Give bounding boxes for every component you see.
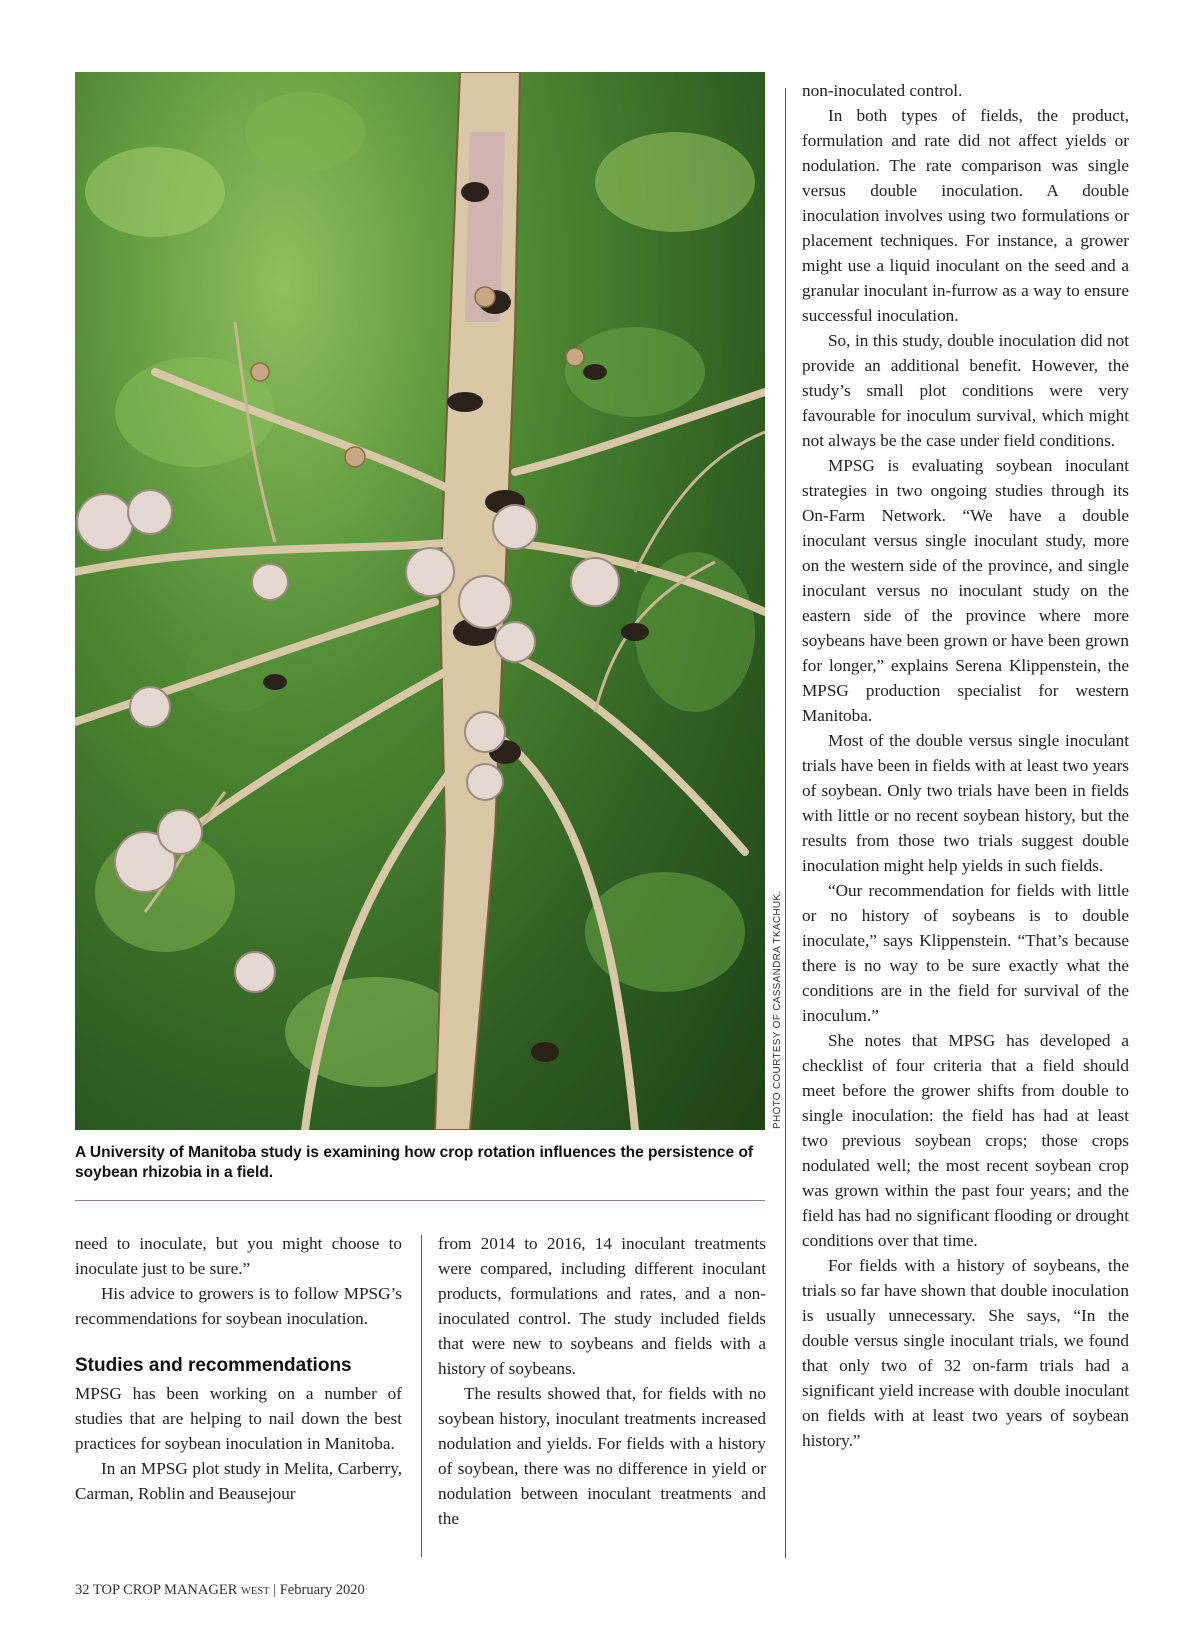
paragraph: In both types of fields, the product, formulation and rate did not affect yields or nodulation. The rate comparison was single versus double inoculation. A double inoculation involves using two formulations or placement techniques. For instance, a grower might use a liquid inoculant on the seed and a granular inoculant in-furrow as a way to ensure successful inoculation. [802,106,1129,325]
article-column-1 [75,1231,402,1506]
paragraph: MPSG has been working on a number of studies that are helping to nail down the best practices for soybean inoculation in Manitoba. [75,1384,402,1453]
paragraph: She notes that MPSG has developed a checklist of four criteria that a field should meet before the grower shifts from double to single inoculation: the field has had at least two previous soybean crops; those crops nodulated well; the most recent soybean crop was grown within the past four years; and the field has had no significant flooding or drought conditions over that time. [802,1031,1129,1250]
article-column-3 [802,78,1129,1453]
page-number: 32 [75,1582,90,1598]
photo-credit: PHOTO COURTESY OF CASSANDRA TKACHUK. [772,890,783,1129]
photo-caption: A University of Manitoba study is examining how crop rotation influences the persistence of soybean rhizobia in a field. [75,1144,754,1181]
paragraph: need to inoculate, but you might choose to inoculate just to be sure.” [75,1234,402,1278]
soybean-root-photo [75,72,765,1130]
paragraph: His advice to growers is to follow MPSG’s recommendations for soybean inoculation. [75,1284,402,1328]
magazine-name: TOP CROP MANAGER [92,1582,238,1598]
issue-date: February 2020 [279,1582,365,1598]
article-column-2 [438,1231,766,1531]
paragraph: For fields with a history of soybeans, the trials so far have shown that double inoculation is usually unnecessary. She says, “In the double versus single inoculant trials, we found that only two of 32 on-farm trials had a significant yield increase with double inoculant on fields with at least two years of soybean history.” [802,1256,1129,1450]
paragraph: In an MPSG plot study in Melita, Carberry, Carman, Roblin and Beausejour [75,1459,402,1503]
column-divider [421,1235,422,1557]
footer-separator: | [273,1582,277,1598]
paragraph: The results showed that, for fields with no soybean history, inoculant treatments increased nodulation and yields. For fields with a history of soybean, there was no difference in yield or nodulation between inoculant treatments and the [438,1384,766,1528]
paragraph: Most of the double versus single inoculant trials have been in fields with at least two years of soybean. Only two trials have been in fields with little or no recent soybean history, but the results from those two trials suggest double inoculation might help yields in such fields. [802,731,1129,875]
magazine-edition: WEST [241,1586,270,1597]
paragraph: from 2014 to 2016, 14 inoculant treatments were compared, including different inoculant products, formulations and rates, and a non-inoculated control. The study included fields that were new to soybeans and fields with a history of soybeans. [438,1234,766,1378]
page-footer [75,1582,365,1599]
caption-divider [75,1200,765,1201]
paragraph: “Our recommendation for fields with little or no history of soybeans is to double inoculate,” says Klippenstein. “That’s because there is no way to be sure exactly what the conditions are in the field for survival of the inoculum.” [802,881,1129,1025]
paragraph: non-inoculated control. [802,81,963,100]
paragraph: MPSG is evaluating soybean inoculant strategies in two ongoing studies through its On-Farm Network. “We have a double inoculant versus single inoculant study, more on the western side of the province, and single inoculant versus no inoculant study on the eastern side of the province where more soybeans have been grown or have been grown for longer,” explains Serena Klippenstein, the MPSG production specialist for western Manitoba. [802,456,1129,725]
column-divider [785,88,786,1558]
root-illustration [75,72,765,1130]
section-heading: Studies and recommendations [75,1355,352,1376]
paragraph: So, in this study, double inoculation did not provide an additional benefit. However, the study’s small plot conditions were very favourable for inoculum survival, which might not always be the case under field conditions. [802,331,1129,450]
